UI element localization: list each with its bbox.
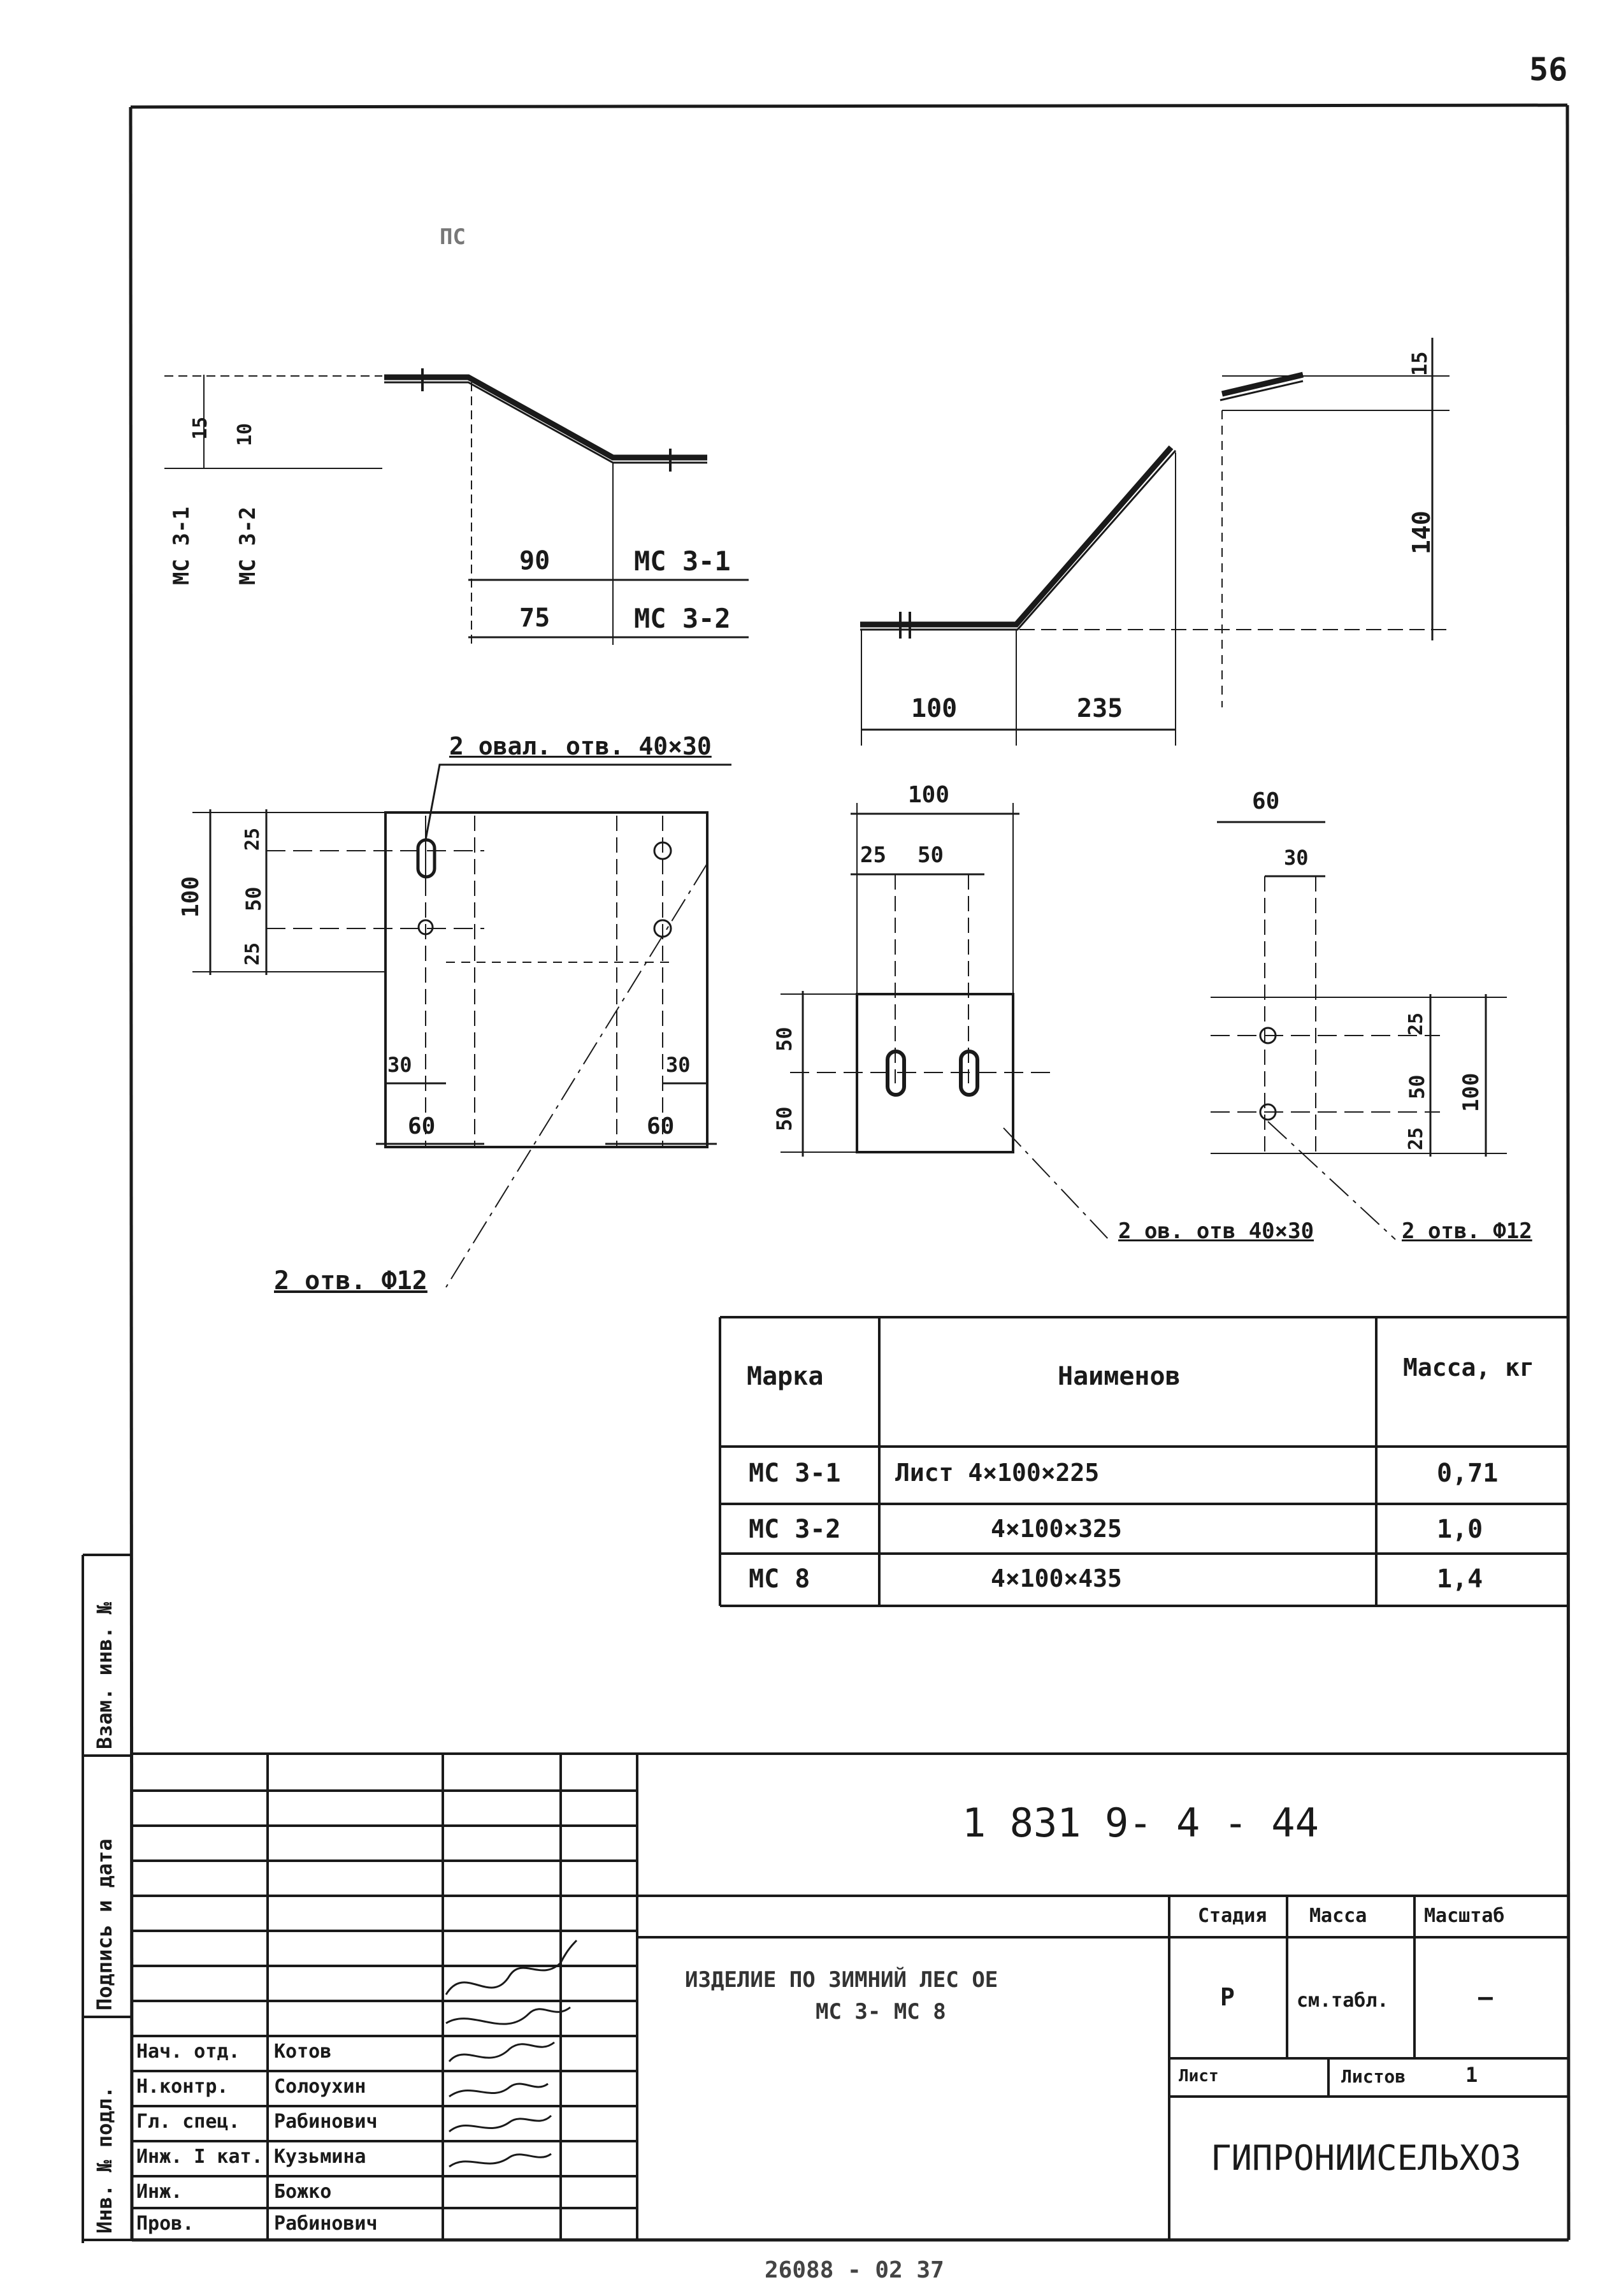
spec-header-mark: Марка <box>747 1362 824 1391</box>
left-plan-view <box>192 765 731 1287</box>
spec-row-3-name: 4×100×435 <box>991 1564 1122 1592</box>
col-scale-header: Масштаб <box>1424 1905 1505 1927</box>
dim-100-right-plan: 100 <box>1458 1072 1484 1112</box>
stage-value: Р <box>1220 1983 1235 2011</box>
spec-row-2-mass: 1,0 <box>1437 1515 1483 1544</box>
dim-25a-left-plan: 25 <box>241 827 264 851</box>
dim-15-left: 15 <box>189 416 212 440</box>
middle-plan-view <box>781 803 1109 1239</box>
top-view-label: ПС <box>440 224 466 250</box>
dim-60b-left-plan: 60 <box>647 1113 675 1139</box>
dim-60-right-plan: 60 <box>1252 788 1280 814</box>
dim-25-mid-plan: 25 <box>860 842 886 868</box>
dim-100-mid-plan: 100 <box>908 782 950 808</box>
callout-slots-mid: 2 ов. отв 40×30 <box>1118 1218 1314 1244</box>
mark-ms32-vertical: МС 3-2 <box>235 507 261 585</box>
mass-value: см.табл. <box>1297 1989 1389 2012</box>
spec-row-3-mark: МС 8 <box>749 1564 810 1594</box>
dim-235: 235 <box>1077 694 1123 723</box>
person-3-name: Рабинович <box>274 2111 378 2133</box>
dim-10-left: 10 <box>234 422 256 446</box>
spec-row-1-name: Лист 4×100×225 <box>895 1459 1100 1487</box>
dim-25b-left-plan: 25 <box>241 942 264 965</box>
person-2-role: Н.контр. <box>136 2076 229 2098</box>
person-6-role: Пров. <box>136 2213 194 2235</box>
spec-header-name: Наименов <box>1058 1362 1181 1391</box>
dim-100-left-plan: 100 <box>178 876 204 918</box>
person-4-name: Кузьмина <box>274 2146 366 2168</box>
col-stage-header: Стадия <box>1198 1905 1267 1927</box>
person-6-name: Рабинович <box>274 2213 378 2235</box>
person-1-role: Нач. отд. <box>136 2040 240 2063</box>
side-stamp-inv-vzam: Взам. инв. № <box>92 1601 117 1749</box>
title-line-1: ИЗДЕЛИЕ ПО ЗИМНИЙ ЛЕС ОЕ <box>685 1967 998 1993</box>
side-stamp-inv-podl: Инв. № подл. <box>92 2086 117 2234</box>
dim-75: 75 <box>519 603 550 633</box>
person-5-name: Божко <box>274 2181 332 2203</box>
spec-header-mass: Масса, кг <box>1403 1354 1534 1382</box>
person-3-role: Гл. спец. <box>136 2111 240 2133</box>
title-line-2: МС 3- МС 8 <box>816 1999 946 2025</box>
dim-15-right: 15 <box>1407 351 1432 376</box>
callout-holes-right: 2 отв. Ф12 <box>1402 1218 1532 1244</box>
bottom-code: 26088 - 02 37 <box>765 2257 944 2283</box>
dim-100-right-profile: 100 <box>911 694 958 723</box>
person-4-role: Инж. I кат. <box>136 2146 263 2168</box>
signature-scribbles <box>446 1940 577 2167</box>
spec-row-1-mark: МС 3-1 <box>749 1459 841 1488</box>
person-5-role: Инж. <box>136 2181 183 2203</box>
dim-90: 90 <box>519 546 550 575</box>
dim-50a-mid-plan: 50 <box>772 1027 796 1051</box>
sheets-label: Листов <box>1341 2066 1406 2087</box>
scale-value: — <box>1478 1983 1493 2011</box>
col-mass-header: Масса <box>1309 1905 1367 1927</box>
person-1-name: Котов <box>274 2040 332 2063</box>
spec-row-3-mass: 1,4 <box>1437 1564 1483 1594</box>
side-stamp-sign-date: Подпись и дата <box>92 1838 117 2011</box>
dim-50-left-plan: 50 <box>241 886 266 911</box>
dim-30-right-plan: 30 <box>1284 846 1309 870</box>
dim-25a-right-plan: 25 <box>1405 1012 1427 1036</box>
spec-row-1-mass: 0,71 <box>1437 1459 1499 1488</box>
callout-holes-left: 2 отв. Ф12 <box>274 1266 428 1296</box>
label-ms31: МС 3-1 <box>634 545 731 577</box>
callout-slots-left: 2 овал. отв. 40×30 <box>449 732 712 760</box>
dim-30b-left-plan: 30 <box>666 1053 691 1077</box>
spec-row-2-mark: МС 3-2 <box>749 1515 841 1544</box>
dim-30a-left-plan: 30 <box>387 1053 412 1077</box>
label-ms32: МС 3-2 <box>634 603 731 634</box>
dim-25b-right-plan: 25 <box>1405 1127 1427 1150</box>
dim-50b-mid-plan: 50 <box>772 1106 796 1131</box>
person-2-name: Солоухин <box>274 2076 366 2098</box>
right-plan-view <box>1211 822 1507 1239</box>
organization-name: ГИПРОНИИСЕЛЬХОЗ <box>1211 2138 1522 2178</box>
sheet-label: Лист <box>1179 2067 1219 2086</box>
sheets-value: 1 <box>1465 2063 1478 2087</box>
dim-140: 140 <box>1407 510 1436 554</box>
dim-50-mid-plan: 50 <box>917 842 944 868</box>
right-profile-view <box>860 338 1450 746</box>
mark-ms31-vertical: МС 3-1 <box>169 507 194 585</box>
dim-60a-left-plan: 60 <box>408 1113 436 1139</box>
spec-row-2-name: 4×100×325 <box>991 1515 1122 1543</box>
doc-code: 1 831 9- 4 - 44 <box>962 1800 1319 1846</box>
page-number: 56 <box>1529 51 1568 88</box>
dim-50-right-plan: 50 <box>1405 1074 1429 1099</box>
